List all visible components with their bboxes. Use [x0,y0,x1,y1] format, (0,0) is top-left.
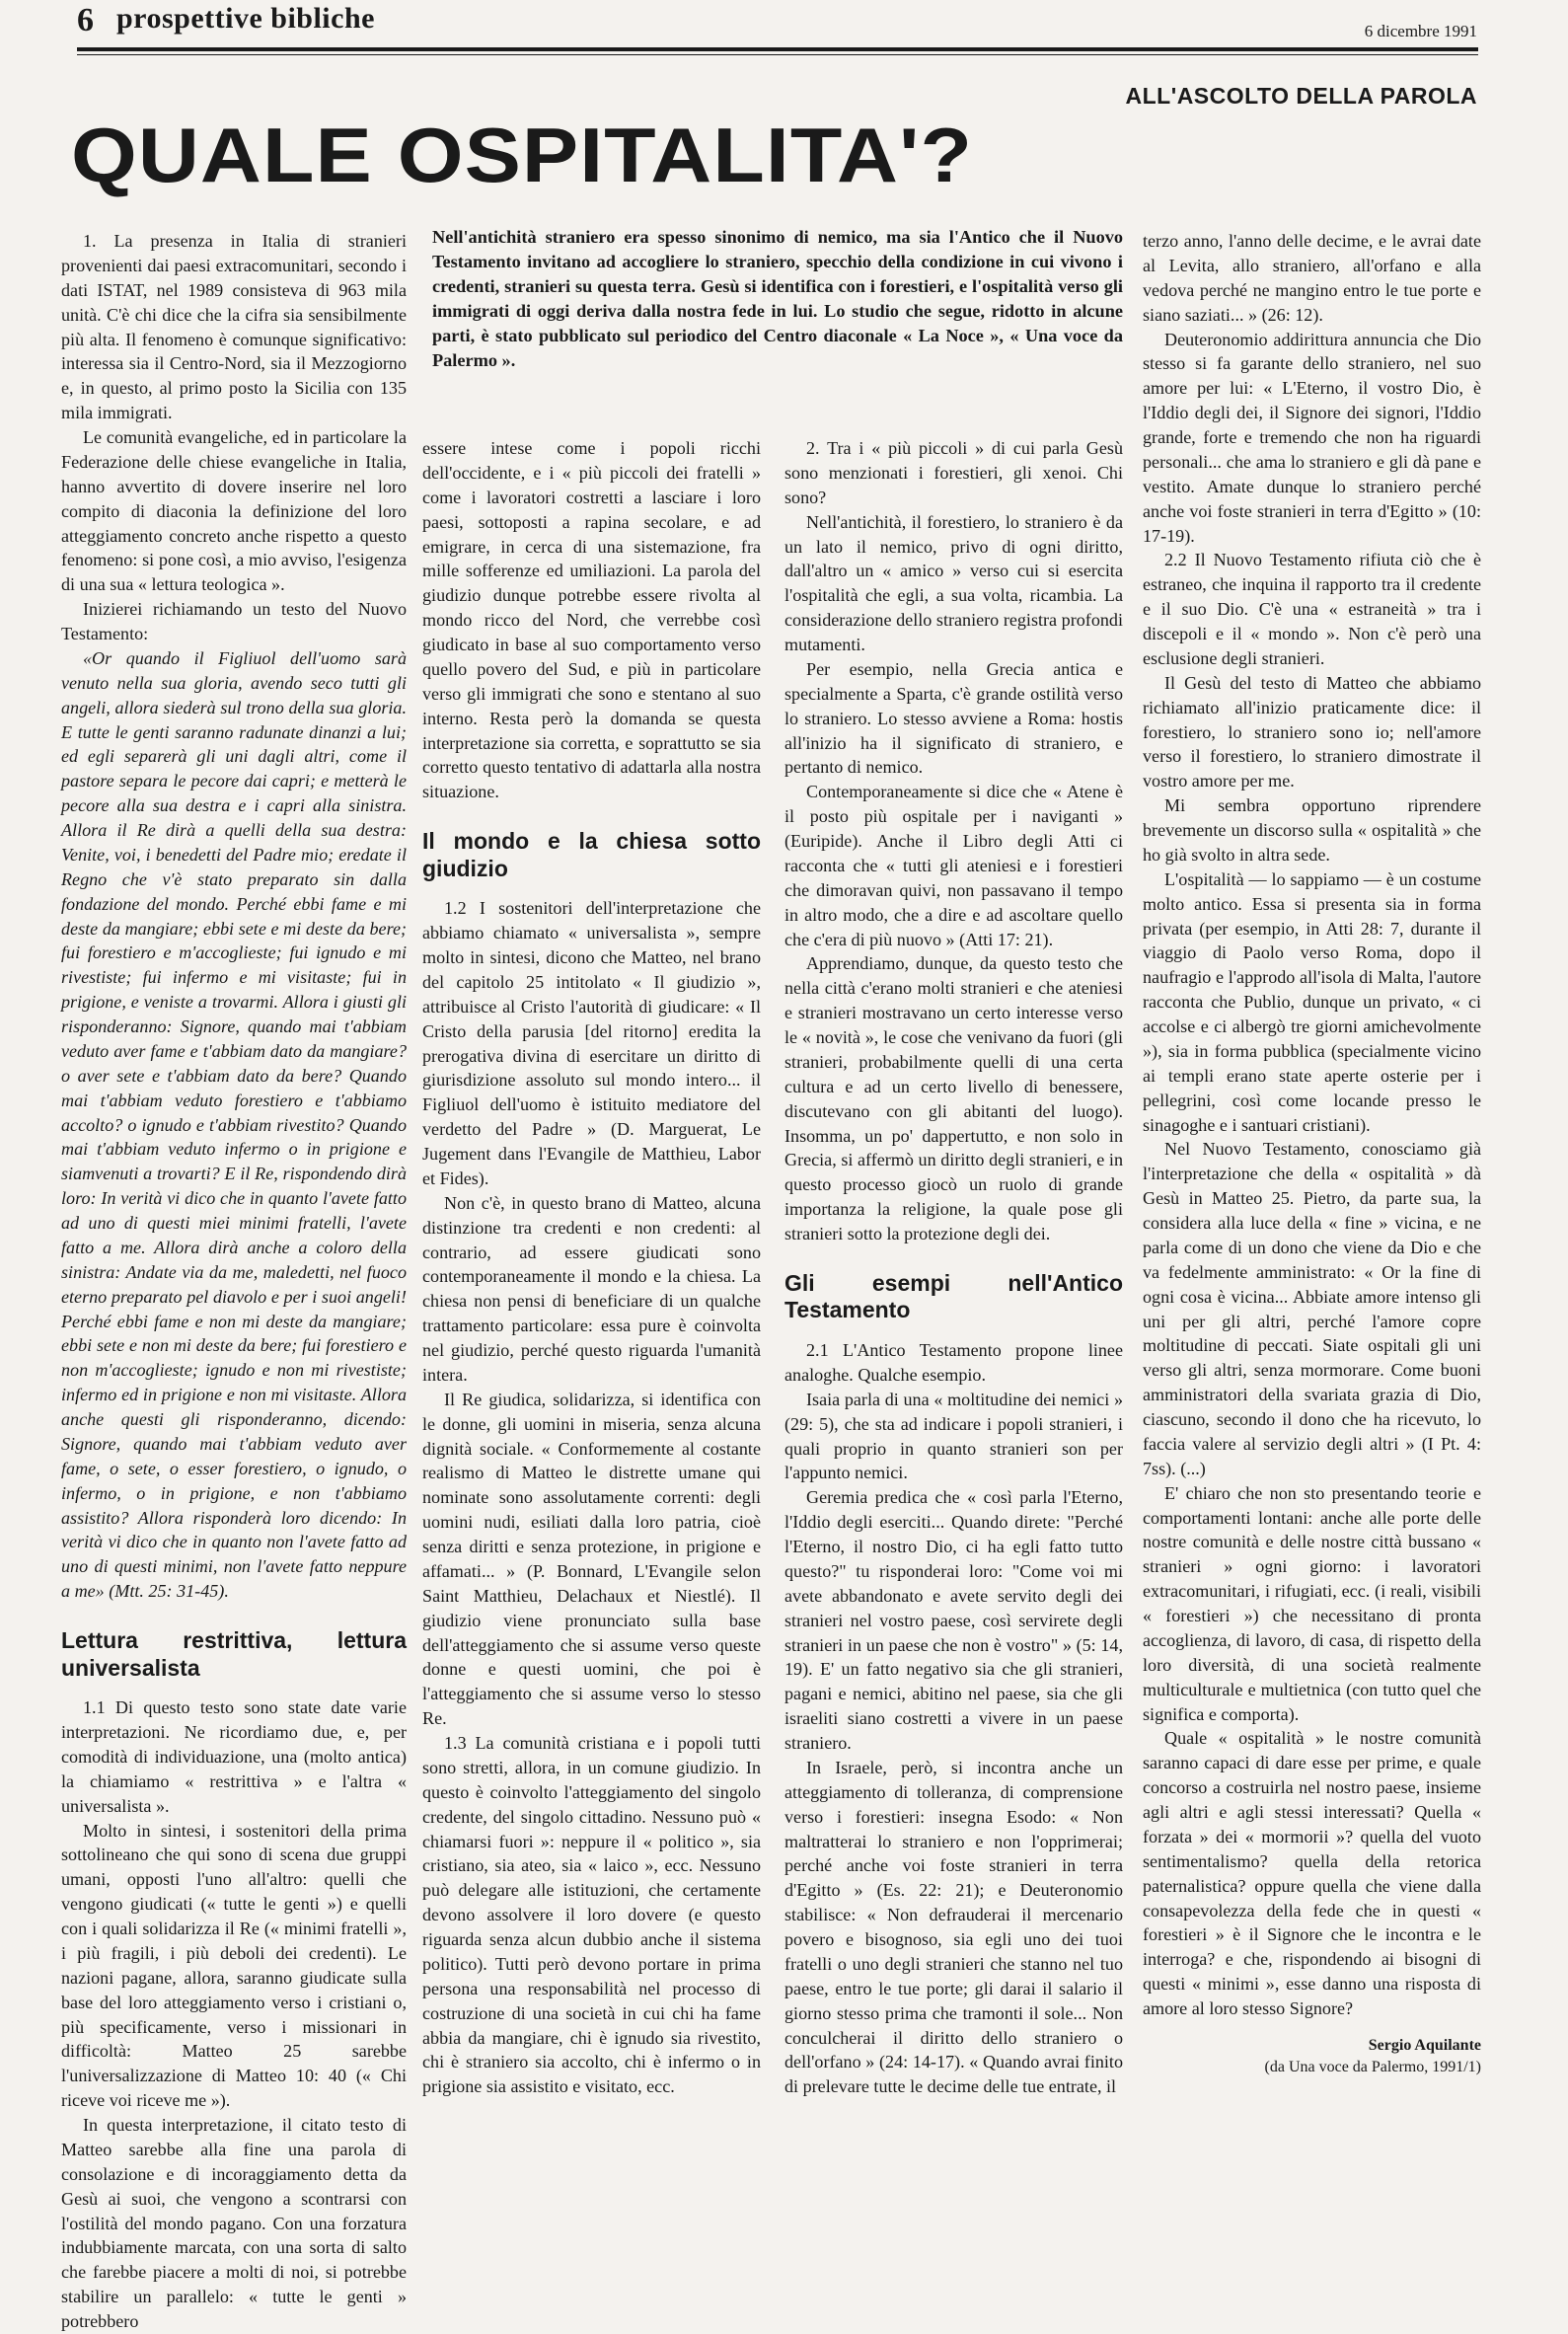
paragraph: In questa interpretazione, il citato testo di Matteo sarebbe alla fine una parola di consolazione e di incoraggiamento detta da Gesù ai suoi, che vengono a scontrarsi con l'ostilità del mondo pagano. Con una forzatura indubbiamente marcata, con una sorta di salto che farebbe piacere a molti di noi, si potrebbe stabilire un parallelo: « tutte le genti » potrebbero [61,2115,407,2332]
paragraph: Isaia parla di una « moltitudine dei nemici » (29: 5), che sta ad indicare i popoli stranieri, i quali proprio in quanto stranieri son per l'appunto nemici. [784,1389,1123,1483]
paragraph: terzo anno, l'anno delle decime, e le avrai date al Levita, allo straniero, all'orfano e alla vedova perché ne mangino entro le tue porte e siano saziati... » (26: 12). [1143,231,1481,325]
paragraph: Molto in sintesi, i sostenitori della prima sottolineano che qui sono di scena due gruppi umani, opposti l'uno all'altro: quelli che vengono giudicati (« tutte le genti ») e quelli con i quali solidarizza il Re (« minimi fratelli », i più fragili, i più deboli dei credenti). Le nazioni pagane, allora, saranno giudicate sulla base del loro atteggiamento verso i cristiani o, più specificamente, verso i missionari in difficoltà: Matteo 25 sarebbe l'universalizzazione di Matteo 10: 40 (« Chi riceve voi riceve me »). [61,1820,407,2111]
paragraph: 2.2 Il Nuovo Testamento rifiuta ciò che è estraneo, che inquina il rapporto tra il credente e il suo Dio. C'è una « estraneità » tra i discepoli e il « mondo ». Non c'è però una esclusione degli stranieri. [1143,550,1481,668]
paragraph: Per esempio, nella Grecia antica e specialmente a Sparta, c'è grande ostilità verso lo straniero. Lo stesso avviene a Roma: hostis all'inizio ha il significato di straniero, e pertanto di nemico. [784,658,1123,778]
column-1 [61,229,407,2332]
article-headline: QUALE OSPITALITA'? [71,112,974,198]
page-number: 6 [77,2,94,38]
paragraph: 2.1 L'Antico Testamento propone linee analoghe. Qualche esempio. [784,1340,1123,1385]
paragraph: Geremia predica che « così parla l'Eterno, l'Iddio degli eserciti... Quando direte: "Perché l'Eterno, il nostro Dio, ci ha egli fatto tutto questo?" tu risponderai loro: "Come voi mi avete abbandonato e avete servito degli dei stranieri nel vostro paese, così servirete degli stranieri in un paese che non è vostro" » (5: 14, 19). E' un fatto negativo sia che gli stranieri, pagani e nemici, abitino nel paese, sia che gli israeliti siano costretti a vivere in un paese straniero. [784,1487,1123,1754]
article-source: (da Una voce da Palermo, 1991/1) [1264,2058,1481,2075]
paragraph: essere intese come i popoli ricchi dell'occidente, e i « più piccoli dei fratelli » come i lavoratori costretti a lasciare i loro paesi, sottoposti a rapina secolare, e ad emigrare, in cerca di una sistemazione, fra mille sofferenze ed umiliazioni. La parola del giudizio dunque potrebbe essere rivolta al mondo ricco del Nord, che verrebbe così giudicato in base al suo comportamento verso quello povero del Sud, e più in particolare verso gli immigrati che sono e stentano al suo interno. Resta però la domanda se questa interpretazione sia corretta, e soprattutto se sia corretto questo tentativo di adattarla alla nostra situazione. [422,438,761,802]
article-intro: Nell'antichità straniero era spesso sinonimo di nemico, ma sia l'Antico che il Nuovo Testamento invitano ad accogliere lo straniero, specchio della condizione in cui vivono i credenti, stranieri su questa terra. Gesù si identifica con i forestieri, e l'ospitalità verso gli immigrati di oggi deriva dalla nostra fede in lui. Lo studio che segue, ridotto in alcune parti, è stato pubblicato sul periodico del Centro diaconale « La Noce », « Una voce da Palermo ». [432,227,1123,371]
paragraph: Apprendiamo, dunque, da questo testo che nella città c'erano molti stranieri e che ateniesi e stranieri mostravano un certo interesse verso le « novità », le cose che venivano da fuori (gli stranieri, probabilmente quelli di una certa cultura e ad un certo livello di benessere, discutevano con gli abitanti del luogo). Insomma, un po' dappertutto, e non solo in Grecia, si affermò un diritto degli stranieri, e in questo processo giocò un ruolo di grande importanza la religione, la quale pose gli stranieri sotto la protezione degli dei. [784,953,1123,1243]
paragraph: Non c'è, in questo brano di Matteo, alcuna distinzione tra credenti e non credenti: al contrario, ad essere giudicati sono contemporaneamente il mondo e la chiesa. La chiesa non pensi di beneficiare di un qualche trattamento particolare: essa pure è coinvolta nel giudizio, perché questo riguarda l'umanità intera. [422,1192,761,1385]
masthead-rule [77,47,1478,51]
paragraph: 1. La presenza in Italia di stranieri provenienti dai paesi extracomunitari, secondo i dati ISTAT, nel 1989 consisteva di 963 mila unità. C'è chi dice che la cifra sia sensibilmente più alta. Il fenomeno è comunque significativo: interessa sia il Centro-Nord, sia il Mezzogiorno e, in questo, al primo posto la Sicilia con 135 mila immigrati. [61,231,407,423]
paragraph: 1.1 Di questo testo sono state date varie interpretazioni. Ne ricordiamo due, e, per comodità di individuazione, una (molto antica) la chiamiamo « restrittiva » e l'altra « universalista ». [61,1697,407,1816]
author-signature: Sergio Aquilante [1368,2036,1481,2054]
paragraph: 2. Tra i « più piccoli » di cui parla Gesù sono menzionati i forestieri, gli xenoi. Chi sono? [784,438,1123,507]
paragraph: Deuteronomio addirittura annuncia che Dio stesso si fa garante dello straniero, nel suo amore per lui: « L'Eterno, il vostro Dio, è l'Iddio degli dei, il Signore dei signori, l'Iddio grande, forte e tremendo che non ha riguardi personali... che ama lo straniero e gli dà pane e vestito. Amate dunque lo straniero perché anche voi foste stranieri in terra d'Egitto » (10: 17-19). [1143,329,1481,546]
paragraph: Mi sembra opportuno riprendere brevemente un discorso sulla « ospitalità » che ho già svolto in altra sede. [1143,795,1481,865]
scripture-quote: «Or quando il Figliuol dell'uomo sarà venuto nella sua gloria, avendo seco tutti gli angeli, allora siederà sul trono della sua gloria. E tutte le genti saranno radunate dinanzi a lui; ed egli separerà gli uni dagli altri, come il pastore separa le pecore dai capri; e metterà le pecore alla sua destra e i capri alla sinistra. Allora il Re dirà a quelli della sua destra: Venite, voi, i benedetti del Padre mio; eredate il Regno che v'è stato preparato sin dalla fondazione del mondo. Perché ebbi fame e mi deste da mangiare; ebbi sete e mi deste da bere; fui forestiero e m'accoglieste; fui ignudo e mi rivestiste; fui infermo e mi visitaste; fui in prigione, e veniste a trovarmi. Allora i giusti gli risponderanno: Signore, quando mai t'abbiam veduto aver fame e t'abbiam dato da mangiare? o aver sete e t'abbiam dato da bere? Quando mai t'abbiam veduto forestiero e t'abbiamo accolto? o ignudo e t'abbiam rivestito? Quando mai t'abbiam veduto infermo o in prigione e siamvenuti a trovarti? E il Re, rispondendo dirà loro: In verità vi dico che in quanto l'avete fatto ad uno di questi miei minimi fratelli, l'avete fatto a me. Allora dirà anche a coloro della sinistra: Andate via da me, maledetti, nel fuoco eterno preparato pel diavolo e per i suoi angeli! Perché ebbi fame e non mi deste da mangiare; ebbi sete e non mi deste da bere; fui forestiero e non m'accoglieste; ignudo e non mi rivestiste; infermo ed in prigione e non mi visitaste. Allora anche questi gli risponderanno, dicendo: Signore, quando mai t'abbiam veduto aver fame, o sete, o esser forestiero, o ignudo, o infermo, o in prigione, e non t'abbiamo assistito? Allora risponderà loro dicendo: In verità vi dico che in quanto non l'avete fatto ad uno di questi minimi, non l'avete fatto neppure a me» (Mtt. 25: 31-45). [61,647,407,1602]
publication-name: prospettive bibliche [116,2,375,35]
paragraph: L'ospitalità — lo sappiamo — è un costume molto antico. Essa si presenta sia in forma privata (per esempio, in Atti 28: 7, durante il viaggio di Paolo verso Roma, dopo il naufragio e l'approdo all'isola di Malta, l'autore racconta che Publio, dunque un privato, « ci accolse e ci albergò tre giorni amichevolmente »), sia in forma pubblica (specialmente vicino ai templi erano state aperte osterie per i pellegrini, così come locande presso le sinagoghe e i santuari cristiani). [1143,868,1481,1135]
paragraph: E' chiaro che non sto presentando teorie e comportamenti lontani: anche alle porte delle nostre comunità e delle nostre città bussano « stranieri » ogni giorno: i lavoratori extracomunitari, i rifugiati, ecc. (i reali, visibili « forestieri ») che necessitano di pronta accoglienza, di lavoro, di casa, di rispetto della loro diversità, di una società realmente multiculturale e multietnica (con tutto quel che significa e comporta). [1143,1482,1481,1724]
paragraph: Il Gesù del testo di Matteo che abbiamo richiamato all'inizio praticamente dice: il forestiero, lo straniero sono io; nell'amore verso il forestiero, lo straniero dimostrate il vostro amore per me. [1143,672,1481,791]
paragraph: Contemporaneamente si dice che « Atene è il posto più ospitale per i naviganti » (Euripide). Anche il Libro degli Atti ci racconta che « tutti gli ateniesi e i forestieri che dimoravan quivi, non passavano il tempo in altro modo, che a dire e ad ascoltare quello che c'era di più nuovo » (Atti 17: 21). [784,782,1123,949]
paragraph: Quale « ospitalità » le nostre comunità saranno capaci di dare esse per prime, e quale concorso a costruirla nel nostro paese, insieme agli altri e agli stessi interessati? Quella « forzata » dei « mormorii »? quella del vuoto sentimentalismo? quella della retorica paternalistica? oppure quella che viene dalla consapevolezza della fede che in questi « forestieri » è il Signore che le incontra e le interroga? e che, rispondendo ai bisogni di questi « minimi », esse danno una risposta di amore al loro stesso Signore? [1143,1728,1481,2018]
paragraph: Inizierei richiamando un testo del Nuovo Testamento: [61,599,407,643]
column-4 [1143,229,1481,2163]
section-heading: Il mondo e la chiesa sotto giudizio [422,828,761,881]
paragraph: 1.2 I sostenitori dell'interpretazione che abbiamo chiamato « universalista », sempre molto in sintesi, dicono che Matteo, nel brano del capitolo 25 intitolato « Il giudizio », attribuisce al Cristo l'autorità di giudicare: « Il Cristo della parusia [del ritorno] eredita la prerogativa divina di esercitare un diritto di giurisdizione assoluto sul mondo intero... il Figliuol dell'uomo è istituito mediatore del verdetto del Padre » (D. Marguerat, Le Jugement dans l'Evangile de Matthieu, Labor et Fides). [422,898,761,1188]
section-heading: Lettura restrittiva, lettura universalista [61,1627,407,1681]
column-2 [422,436,761,2153]
paragraph: Nell'antichità, il forestiero, lo straniero è da un lato il nemico, privo di ogni diritto, dall'altro un « amico » verso cui si esercita l'ospitalità che egli, a sua volta, ricambia. La considerazione dello straniero registra profondi mutamenti. [784,511,1123,654]
paragraph: Il Re giudica, solidarizza, si identifica con le donne, gli uomini in miseria, senza alcuna dignità sociale. « Conformemente al costante realismo di Matteo le distrette umane qui nominate sono assolutamente correnti: degli uomini nudi, esiliati dalla loro patria, cioè senza diritti e senza protezione, in prigione e affamati... » (P. Bonnard, L'Evangile selon Saint Matthieu, Delachaux et Niestlé). Il giudizio viene pronunciato sulla base dell'atteggiamento che si assume verso queste donne e questi uomini, che poi è l'atteggiamento che si assume verso lo stesso Re. [422,1389,761,1729]
paragraph: 1.3 La comunità cristiana e i popoli tutti sono stretti, allora, in un comune giudizio. In questo è coinvolto l'atteggiamento del singolo credente, del singolo cittadino. Nessuno può « chiamarsi fuori »: neppure il « politico », sia cristiano, sia ateo, sia « laico », ecc. Nessuno può delegare alle istituzioni, che certamente devono assolvere il loro dovere (e questo riguarda senza alcun dubbio anche il sistema politico). Tutti però devono portare in prima persona una responsabilità nel processo di costruzione di una società in cui chi ha fame abbia da mangiare, chi è ignudo sia rivestito, chi è straniero sia accolto, chi è infermo o in prigione sia assistito e visitato, ecc. [422,1733,761,2097]
section-heading: Gli esempi nell'Antico Testamento [784,1269,1123,1323]
paragraph: Nel Nuovo Testamento, conosciamo già l'interpretazione che della « ospitalità » dà Gesù in Matteo 25. Pietro, da parte sua, la considera alla luce della « fine » vicina, e ne parla come di un dono che viene da Dio e che va fedelmente amministrato: « Or la fine di ogni cosa è vicina... Abbiate amore intenso gli uni per gli altri, perché l'amore copre moltitudine di peccati. Siate ospitali gli uni verso gli altri, senza mormorare. Come buoni amministratori della svariata grazia di Dio, ciascuno, secondo il dono che ha ricevuto, lo faccia valere al servizio degli altri » (I Pt. 4: 7ss). (...) [1143,1139,1481,1478]
section-rubric: ALL'ASCOLTO DELLA PAROLA [1125,83,1477,109]
issue-date: 6 dicembre 1991 [1364,22,1477,40]
masthead-rule-thin [77,54,1478,55]
column-3 [784,436,1123,2153]
paragraph: In Israele, però, si incontra anche un atteggiamento di tolleranza, di comprensione verso i forestieri: insegna Esodo: « Non maltratterai lo straniero e non l'opprimerai; perché anche voi foste stranieri in terra d'Egitto » (Es. 22: 21); e Deuteronomio stabilisce: « Non defrauderai il mercenario povero e bisognoso, sia egli uno dei tuoi fratelli o uno degli stranieri che stanno nel tuo paese, entro le tue porte; gli darai il salario il giorno stesso prima che tramonti il sole... Non conculcherai il diritto dello straniero o dell'orfano » (24: 14-17). « Quando avrai finito di prelevare tutte le decime delle tue entrate, il [784,1757,1123,2097]
paragraph: Le comunità evangeliche, ed in particolare la Federazione delle chiese evangeliche in Italia, hanno avvertito di dovere inserire nel loro compito di diaconia la definizione del loro atteggiamento concreto anche rispetto a questo fenomeno: si pone così, a mio avviso, l'esigenza di una sua « lettura teologica ». [61,427,407,595]
